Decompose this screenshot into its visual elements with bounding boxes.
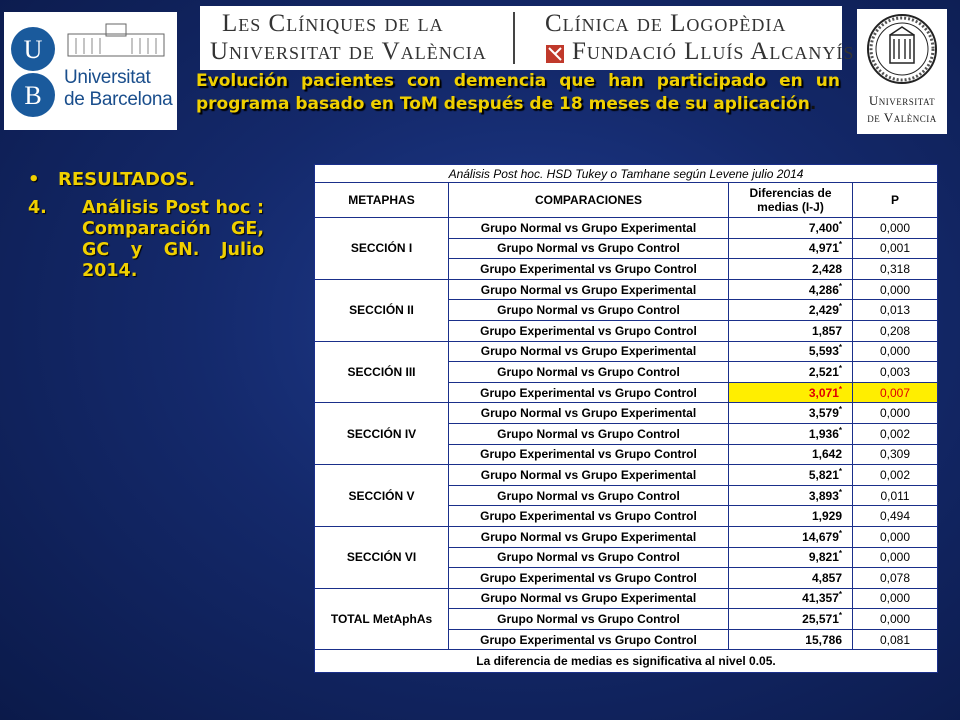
mean-difference-cell — [729, 320, 853, 341]
mean-difference-cell — [729, 218, 853, 239]
p-value-cell: 0,001 — [853, 238, 938, 259]
results-block — [28, 168, 268, 282]
clinica-divider — [513, 12, 515, 64]
results-item-number: 4. — [28, 198, 47, 218]
mean-difference-value: 1,929 — [811, 509, 842, 524]
comparison-cell: Grupo Normal vs Grupo Control — [449, 547, 729, 568]
section-label: SECCIÓN V — [315, 465, 449, 527]
slide-title-end: . — [809, 94, 817, 114]
significance-marker: * — [838, 425, 842, 435]
significance-marker: * — [838, 384, 842, 394]
p-value-cell: 0,011 — [853, 485, 938, 506]
mean-difference-cell — [729, 341, 853, 362]
mean-difference-cell — [729, 465, 853, 486]
p-value-cell: 0,318 — [853, 259, 938, 280]
significance-marker: * — [838, 219, 842, 229]
comparison-cell: Grupo Experimental vs Grupo Control — [449, 568, 729, 589]
mean-difference-value: 41,357 — [802, 591, 839, 606]
mean-difference-cell — [729, 568, 853, 589]
section-label: TOTAL MetAphAs — [315, 588, 449, 650]
universitat-de-barcelona-logo — [4, 12, 177, 130]
comparison-cell: Grupo Experimental vs Grupo Control — [449, 259, 729, 280]
section-label: SECCIÓN II — [315, 279, 449, 341]
ub-letter-b: B — [24, 81, 42, 110]
comparison-cell: Grupo Normal vs Grupo Experimental — [449, 526, 729, 547]
p-value-cell: 0,000 — [853, 588, 938, 609]
p-value-cell: 0,078 — [853, 568, 938, 589]
slide-title — [196, 70, 840, 116]
section-label: SECCIÓN IV — [315, 403, 449, 465]
mean-difference-cell — [729, 403, 853, 424]
comparison-cell: Grupo Normal vs Grupo Control — [449, 485, 729, 506]
comparison-cell: Grupo Normal vs Grupo Control — [449, 423, 729, 444]
table-header-row — [315, 183, 938, 218]
mean-difference-cell — [729, 362, 853, 383]
comparison-cell: Grupo Normal vs Grupo Control — [449, 238, 729, 259]
comparison-cell: Grupo Experimental vs Grupo Control — [449, 444, 729, 465]
mean-difference-cell — [729, 279, 853, 300]
header-comparaciones: COMPARACIONES — [449, 183, 729, 218]
clinica-right-line2: Fundació Lluís Alcanyís — [572, 38, 855, 65]
significance-marker: * — [838, 240, 842, 250]
table-row — [315, 588, 938, 609]
uv-name-line1: Universitat — [868, 93, 936, 108]
results-heading: RESULTADOS. — [58, 169, 196, 190]
significance-marker: * — [838, 405, 842, 415]
universitat-de-valencia-logo — [857, 9, 947, 134]
comparison-cell: Grupo Experimental vs Grupo Control — [449, 320, 729, 341]
mean-difference-value: 3,893 — [808, 488, 839, 503]
mean-difference-value: 5,821 — [808, 467, 839, 482]
results-bullet — [28, 168, 268, 192]
table-row — [315, 526, 938, 547]
section-label: SECCIÓN I — [315, 218, 449, 280]
mean-difference-value: 25,571 — [802, 612, 839, 627]
bullet-icon: • — [28, 169, 40, 190]
mean-difference-value: 7,400 — [808, 220, 839, 235]
mean-difference-cell — [729, 506, 853, 527]
p-value-cell: 0,000 — [853, 218, 938, 239]
ub-emblem-icon — [10, 26, 56, 118]
mean-difference-value: 2,428 — [811, 261, 842, 276]
p-value-cell: 0,208 — [853, 320, 938, 341]
comparison-cell: Grupo Experimental vs Grupo Control — [449, 382, 729, 403]
clinica-left-line2: Universitat de València — [210, 38, 487, 65]
header-diferencias: Diferencias de medias (I-J) — [729, 183, 853, 218]
mean-difference-cell — [729, 588, 853, 609]
mean-difference-cell — [729, 382, 853, 403]
p-value-cell: 0,013 — [853, 300, 938, 321]
results-item — [28, 198, 268, 282]
uv-name-line2: de València — [867, 110, 937, 125]
mean-difference-value: 9,821 — [808, 550, 839, 565]
comparison-cell: Grupo Normal vs Grupo Control — [449, 609, 729, 630]
section-label: SECCIÓN III — [315, 341, 449, 403]
results-item-text: Análisis Post hoc : Comparación GE, GC y GN. Julio 2014. — [82, 198, 264, 281]
comparison-cell: Grupo Normal vs Grupo Experimental — [449, 588, 729, 609]
comparison-cell: Grupo Normal vs Grupo Experimental — [449, 341, 729, 362]
comparison-cell: Grupo Normal vs Grupo Experimental — [449, 403, 729, 424]
clinica-right-line1: Clínica de Logopèdia — [545, 10, 787, 37]
comparison-cell: Grupo Normal vs Grupo Experimental — [449, 279, 729, 300]
comparison-cell: Grupo Experimental vs Grupo Control — [449, 506, 729, 527]
significance-marker: * — [838, 528, 842, 538]
mean-difference-value: 4,857 — [811, 570, 842, 585]
p-value-cell: 0,003 — [853, 362, 938, 383]
significance-marker: * — [838, 487, 842, 497]
mean-difference-cell — [729, 238, 853, 259]
table-row — [315, 465, 938, 486]
p-value-cell: 0,002 — [853, 423, 938, 444]
table-footnote: La diferencia de medias es significativa al nivel 0.05. — [315, 650, 938, 673]
ub-name-line1: Universitat — [64, 67, 151, 88]
table-caption: Análisis Post hoc. HSD Tukey o Tamhane según Levene julio 2014 — [315, 165, 938, 183]
p-value-cell: 0,000 — [853, 526, 938, 547]
mean-difference-cell — [729, 485, 853, 506]
ub-name-line2: de Barcelona — [64, 89, 173, 110]
mean-difference-cell — [729, 547, 853, 568]
comparison-cell: Grupo Normal vs Grupo Control — [449, 362, 729, 383]
mean-difference-value: 3,071 — [808, 385, 839, 400]
p-value-cell: 0,081 — [853, 629, 938, 650]
p-value-cell: 0,309 — [853, 444, 938, 465]
significance-marker: * — [838, 611, 842, 621]
mean-difference-cell — [729, 609, 853, 630]
p-value-cell: 0,000 — [853, 279, 938, 300]
table-row — [315, 403, 938, 424]
slide-title-text: Evolución pacientes con demencia que han participado en un programa basado en ToM después de 18 meses de su aplicación — [196, 71, 840, 114]
mean-difference-value: 14,679 — [802, 529, 839, 544]
significance-marker: * — [838, 343, 842, 353]
mean-difference-cell — [729, 259, 853, 280]
significance-marker: * — [838, 549, 842, 559]
p-value-cell: 0,007 — [853, 382, 938, 403]
mean-difference-cell — [729, 444, 853, 465]
p-value-cell: 0,002 — [853, 465, 938, 486]
p-value-cell: 0,494 — [853, 506, 938, 527]
mean-difference-value: 15,786 — [805, 632, 842, 647]
table-row — [315, 279, 938, 300]
mean-difference-value: 1,857 — [811, 323, 842, 338]
posthoc-table — [314, 164, 938, 673]
p-value-cell: 0,000 — [853, 609, 938, 630]
table-row — [315, 218, 938, 239]
comparison-cell: Grupo Normal vs Grupo Experimental — [449, 465, 729, 486]
mean-difference-cell — [729, 300, 853, 321]
clinica-logopedia-logo — [200, 6, 855, 70]
clinica-left-line1: Les Clíniques de la — [222, 10, 444, 37]
building-icon — [66, 20, 166, 58]
header-metaphas: METAPHAS — [315, 183, 449, 218]
header-p: P — [853, 183, 938, 218]
significance-marker: * — [838, 466, 842, 476]
p-value-cell: 0,000 — [853, 547, 938, 568]
significance-marker: * — [838, 281, 842, 291]
table-row — [315, 341, 938, 362]
section-label: SECCIÓN VI — [315, 526, 449, 588]
mean-difference-cell — [729, 526, 853, 547]
significance-marker: * — [838, 302, 842, 312]
comparison-cell: Grupo Normal vs Grupo Experimental — [449, 218, 729, 239]
mean-difference-cell — [729, 629, 853, 650]
significance-marker: * — [838, 363, 842, 373]
mean-difference-value: 3,579 — [808, 406, 839, 421]
table-body — [315, 218, 938, 650]
p-value-cell: 0,000 — [853, 341, 938, 362]
mean-difference-value: 5,593 — [808, 344, 839, 359]
comparison-cell: Grupo Normal vs Grupo Control — [449, 300, 729, 321]
mean-difference-cell — [729, 423, 853, 444]
mean-difference-value: 2,429 — [808, 303, 839, 318]
mean-difference-value: 4,286 — [808, 282, 839, 297]
significance-marker: * — [838, 590, 842, 600]
fundacio-mark-icon — [545, 44, 565, 64]
university-seal-icon — [866, 13, 938, 85]
mean-difference-value: 2,521 — [808, 364, 839, 379]
mean-difference-value: 1,936 — [808, 426, 839, 441]
p-value-cell: 0,000 — [853, 403, 938, 424]
mean-difference-value: 4,971 — [808, 241, 839, 256]
mean-difference-value: 1,642 — [811, 447, 842, 462]
comparison-cell: Grupo Experimental vs Grupo Control — [449, 629, 729, 650]
ub-letter-u: U — [23, 35, 43, 64]
ub-name — [64, 67, 172, 111]
